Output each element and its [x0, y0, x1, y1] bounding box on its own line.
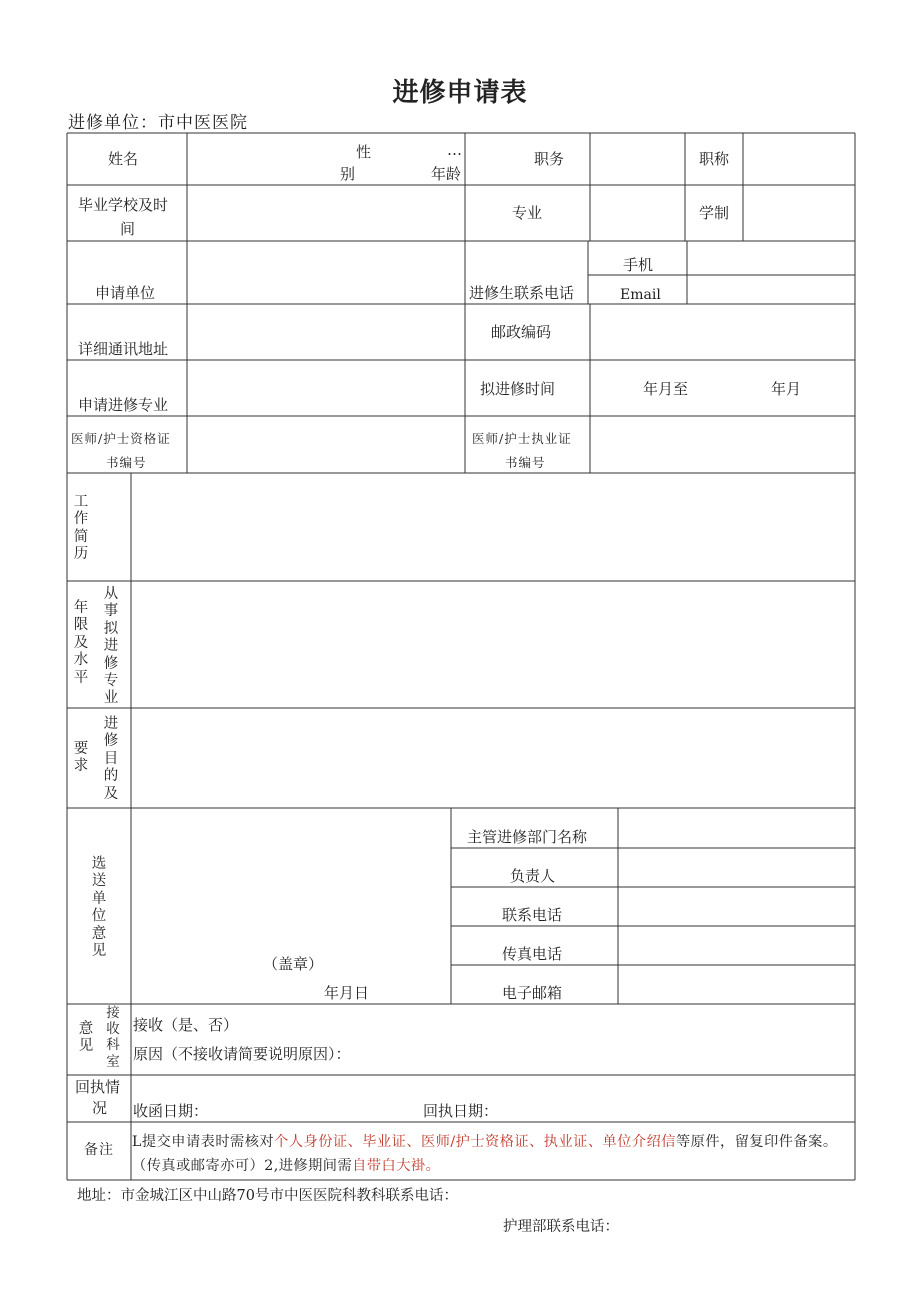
- dispatch-date-label: 年月日: [324, 984, 370, 1002]
- professional-title-label: 职称: [699, 150, 730, 168]
- contact-phone-label: 进修生联系电话: [469, 284, 575, 302]
- school-input[interactable]: [190, 189, 462, 237]
- dept-name-input[interactable]: [620, 811, 853, 846]
- mobile-input[interactable]: [689, 244, 853, 273]
- license-number-input[interactable]: [593, 420, 853, 469]
- email-input[interactable]: [689, 277, 853, 302]
- postcode-input[interactable]: [593, 308, 853, 356]
- duration-label: 学制: [699, 204, 730, 222]
- major-apply-label: 申请进修专业: [78, 396, 169, 414]
- seal-label: （盖章）: [263, 955, 324, 973]
- experience-label-left: 年限及水平: [73, 600, 89, 686]
- remarks-text: [132, 1130, 854, 1178]
- from-year-month-label: 年月至: [643, 380, 689, 398]
- receipt-date-label: 回执日期：: [423, 1102, 499, 1120]
- name-label: 姓名: [108, 150, 139, 168]
- duration-input[interactable]: [745, 189, 853, 237]
- training-time-label: 拟进修时间: [480, 380, 556, 398]
- remarks-white-coat: 自带白大褂。: [352, 1158, 441, 1174]
- accept-text: 接收（是、否）: [133, 1016, 239, 1034]
- qualification-label-line2: 书编号: [106, 455, 147, 470]
- receive-label-left: 意见: [78, 1021, 94, 1055]
- ellipsis-mark: …: [447, 141, 462, 159]
- dispatch-opinion-label: 选送单位意见: [91, 856, 107, 959]
- receipt-label-line1: 回执情: [75, 1078, 121, 1096]
- position-label: 职务: [534, 150, 565, 168]
- professional-title-input[interactable]: [745, 137, 853, 181]
- reason-text: 原因（不接收请简要说明原因）：: [133, 1045, 351, 1063]
- head-person-label: 负责人: [510, 867, 556, 885]
- address-label: 详细通讯地址: [78, 340, 169, 358]
- purpose-area[interactable]: [132, 709, 854, 807]
- dispatch-email-input[interactable]: [620, 967, 853, 1002]
- dispatch-email-label: 电子邮箱: [502, 984, 563, 1002]
- major-label: 专业: [512, 204, 543, 222]
- gender-label-top: 性: [356, 143, 372, 161]
- position-input[interactable]: [592, 137, 682, 181]
- mobile-label: 手机: [623, 256, 654, 274]
- dispatch-phone-label: 联系电话: [502, 906, 563, 924]
- receive-label-right: 接收科室: [106, 1005, 120, 1070]
- address-input[interactable]: [190, 308, 462, 356]
- footer-nursing-phone: 护理部联系电话：: [503, 1219, 619, 1235]
- remarks-part1: L提交申请表时需核对: [132, 1134, 275, 1150]
- major-input[interactable]: [592, 189, 682, 237]
- training-unit-line: 进修单位：市中医医院: [68, 113, 248, 133]
- letter-date-label: 收函日期：: [133, 1102, 209, 1120]
- school-label-line1: 毕业学校及时: [78, 196, 169, 214]
- purpose-label-left: 要求: [73, 741, 89, 775]
- qualification-number-input[interactable]: [190, 420, 462, 469]
- major-apply-input[interactable]: [190, 364, 462, 412]
- fax-label: 传真电话: [502, 945, 563, 963]
- license-label-line1: 医师/护士执业证: [472, 431, 572, 446]
- fax-input[interactable]: [620, 928, 853, 963]
- work-history-area[interactable]: [132, 474, 854, 580]
- purpose-label-right: 进修目的及: [103, 716, 119, 802]
- age-label: 年龄: [431, 165, 462, 183]
- remarks-required-docs: 个人身份证、毕业证、医师/护士资格证、执业证、单位介绍信: [274, 1134, 676, 1150]
- apply-unit-label: 申请单位: [95, 284, 156, 302]
- apply-unit-input[interactable]: [190, 245, 462, 300]
- remarks-label: 备注: [84, 1142, 114, 1158]
- school-label-line2: 间: [120, 220, 136, 238]
- to-year-month-label: 年月: [771, 380, 802, 398]
- head-person-input[interactable]: [620, 850, 853, 885]
- gender-label-bottom: 别: [340, 165, 356, 183]
- remarks-part3: 等原件，留复印件备案。（传真或邮寄亦可）2,进修期间需: [132, 1134, 838, 1174]
- email-label: Email: [620, 287, 661, 303]
- experience-area[interactable]: [132, 582, 854, 707]
- footer-address: 地址：市金城江区中山路70号市中医医院科教科联系电话：: [77, 1188, 458, 1204]
- dispatch-phone-input[interactable]: [620, 889, 853, 924]
- experience-label-right: 从事拟进修专业: [103, 586, 119, 707]
- license-label-line2: 书编号: [505, 455, 546, 470]
- receipt-label-line2: 况: [92, 1099, 108, 1117]
- dept-name-label: 主管进修部门名称: [467, 828, 588, 846]
- work-history-label: 工作简历: [73, 494, 89, 563]
- postcode-label: 邮政编码: [491, 323, 552, 341]
- qualification-label-line1: 医师/护士资格证: [71, 431, 171, 446]
- name-input[interactable]: [190, 137, 340, 181]
- page-title: 进修申请表: [392, 78, 528, 108]
